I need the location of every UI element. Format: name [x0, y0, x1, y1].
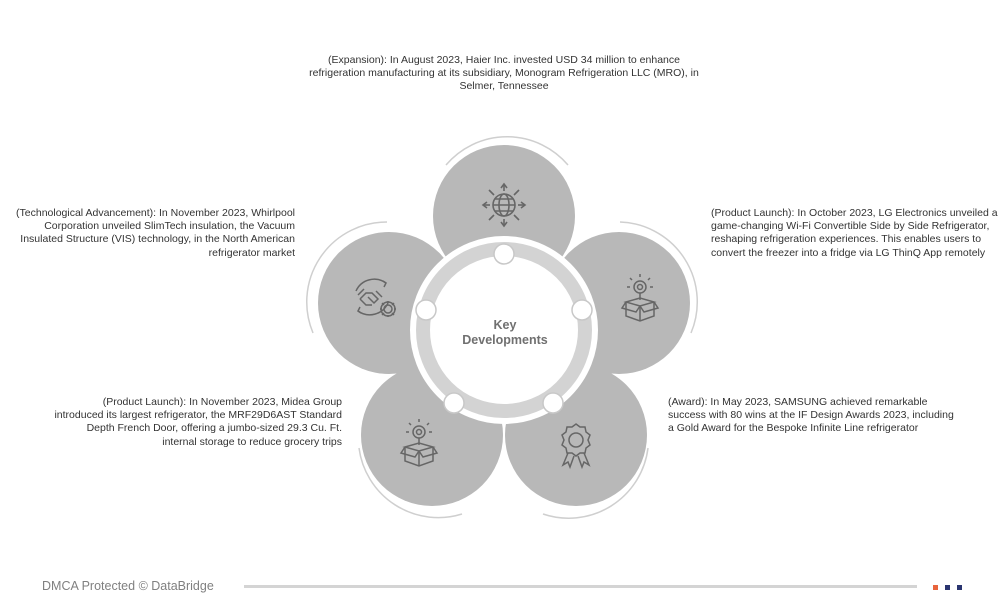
globe-icon [483, 184, 525, 226]
development-note-top: (Expansion): In August 2023, Haier Inc. invested USD 34 million to enhance refrigeration manufacturing at its subsidiary, Monogram Refrigeration LLC (MRO), in Selmer, Tennessee [309, 54, 699, 93]
ring-node-right [572, 300, 592, 320]
footer-copyright: DMCA Protected © DataBridge [42, 579, 214, 593]
ring-node-left [416, 300, 436, 320]
footer-dot-navy [957, 585, 962, 590]
center-title-line1: Key [493, 318, 517, 332]
development-note-bottom-left: (Product Launch): In November 2023, Midea Group introduced its largest refrigerator, the MRF29D6AST Standard Depth French Door, offering a jumbo-sized 29.3 Cu. Ft. internal storage to reduce grocery trips [54, 396, 342, 448]
development-note-bottom-right: (Award): In May 2023, SAMSUNG achieved remarkable success with 80 wins at the IF Design Awards 2023, including a Gold Award for the Bespoke Infinite Line refrigerator [668, 396, 954, 435]
center-title [444, 318, 566, 348]
ring-node-bottom-left [444, 393, 464, 413]
development-note-left: (Technological Advancement): In November 2023, Whirlpool Corporation unveiled SlimTech insulation, the Vacuum Insulated Structure (VIS) technology, in the North American refrigerator market [16, 207, 295, 259]
footer-dot-navy [945, 585, 950, 590]
center-title-line2: Developments [462, 333, 548, 347]
ring-node-top [494, 244, 514, 264]
footer-divider [244, 585, 917, 588]
footer-dot-orange [933, 585, 938, 590]
ring-node-bottom-right [543, 393, 563, 413]
development-note-right: (Product Launch): In October 2023, LG Electronics unveiled a game-changing Wi-Fi Convertible Side by Side Refrigerator, reshaping refrigeration experiences. This enables users to convert the freezer into a fridge via LG ThinQ App remotely [711, 207, 998, 259]
